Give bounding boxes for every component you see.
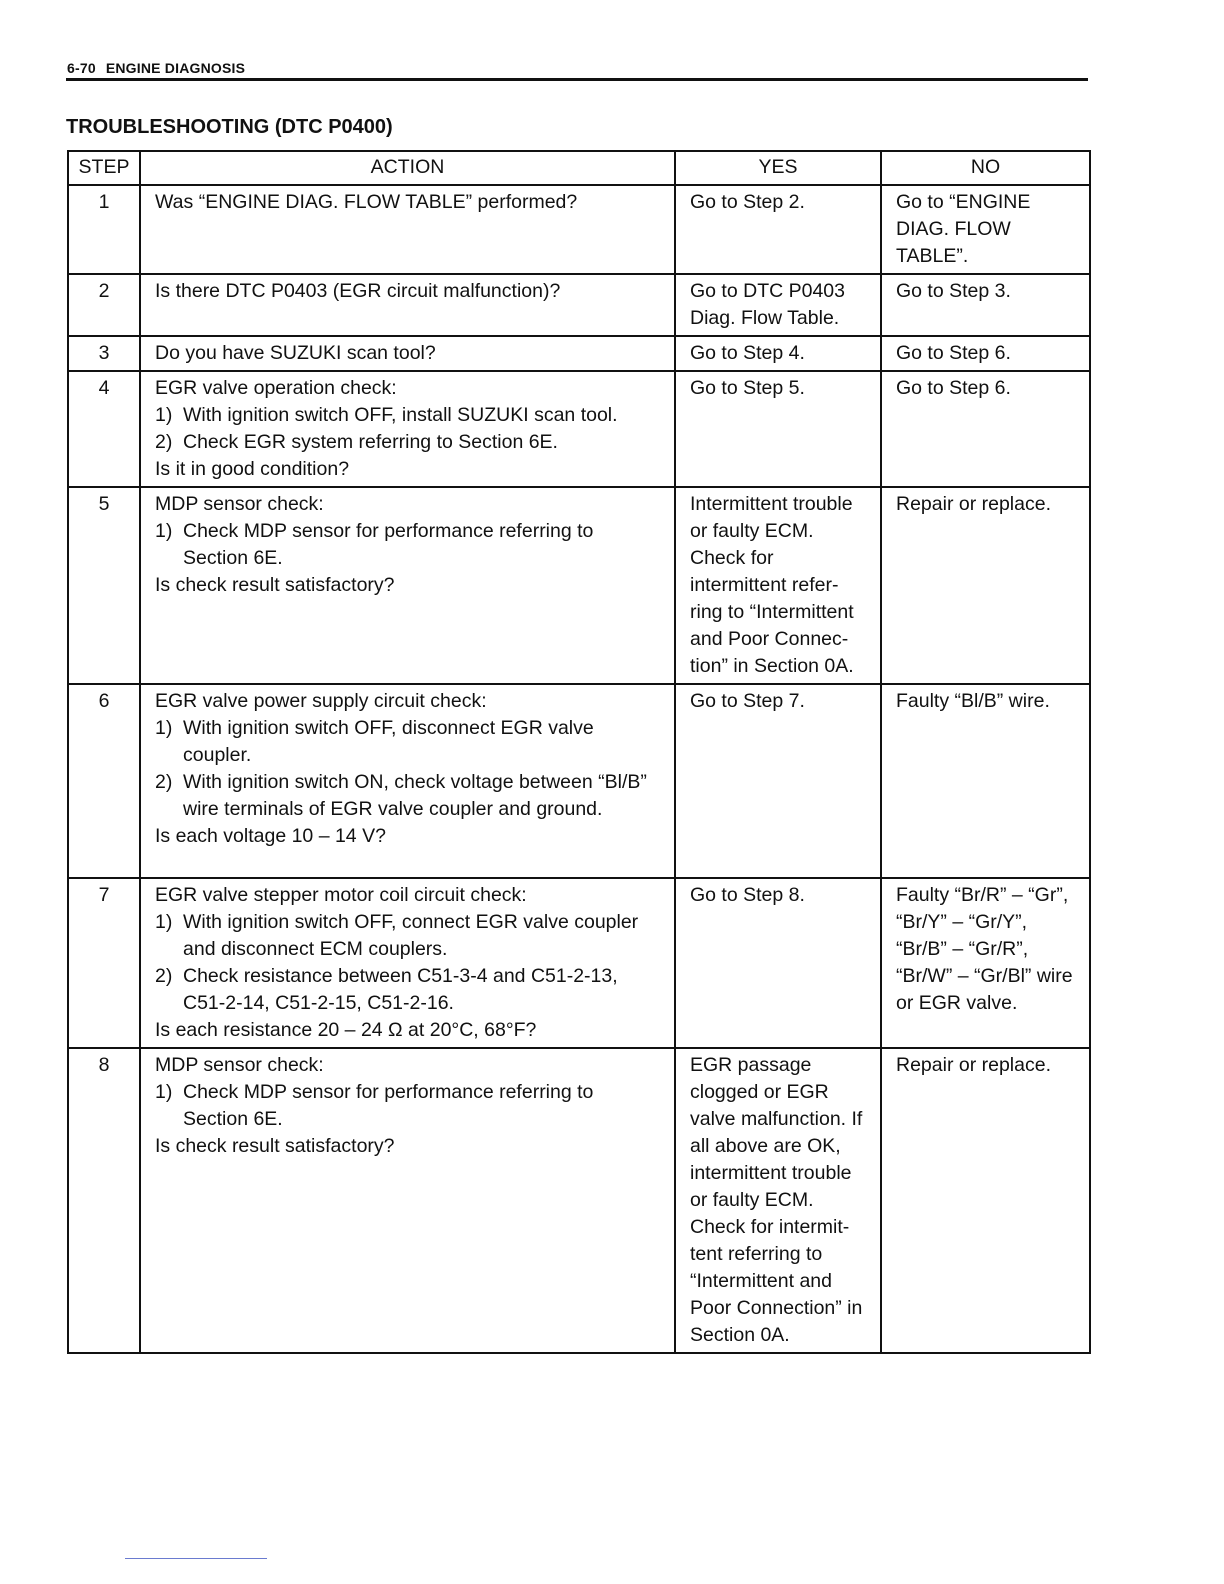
table-row — [68, 1048, 1090, 1353]
substep-label: 1) — [155, 520, 173, 542]
action-intro: Is there DTC P0403 (EGR circuit malfunction)? — [155, 280, 561, 302]
column-header-step: STEP — [68, 151, 140, 185]
action-substep — [155, 769, 662, 823]
yes-cell: Intermittent trouble or faulty ECM. Check for intermittent refer-ring to “Intermittent and Poor Connec-tion” in Section 0A. — [675, 487, 881, 684]
yes-cell: Go to Step 2. — [675, 185, 881, 274]
action-intro: EGR valve stepper motor coil circuit check: — [155, 884, 527, 906]
table-header-row — [68, 151, 1090, 185]
header-rule — [66, 78, 1088, 81]
action-intro: MDP sensor check: — [155, 1054, 324, 1076]
step-number: 7 — [68, 878, 140, 1048]
action-intro: EGR valve operation check: — [155, 377, 397, 399]
substep-text: With ignition switch OFF, install SUZUKI scan tool. — [183, 404, 618, 426]
yes-cell: Go to Step 4. — [675, 336, 881, 371]
substep-text: Check MDP sensor for performance referring to Section 6E. — [183, 1081, 594, 1130]
table-row — [68, 274, 1090, 336]
step-number: 5 — [68, 487, 140, 684]
no-cell: Go to Step 6. — [881, 336, 1090, 371]
action-cell — [140, 1048, 675, 1353]
action-question: Is check result satisfactory? — [155, 1135, 395, 1157]
section-name: ENGINE DIAGNOSIS — [105, 60, 246, 76]
column-header-yes: YES — [675, 151, 881, 185]
substep-label: 2) — [155, 965, 173, 987]
table-row — [68, 684, 1090, 878]
substep-text: With ignition switch ON, check voltage between “Bl/B” wire terminals of EGR valve coupler and ground. — [183, 771, 647, 820]
substep-text: With ignition switch OFF, disconnect EGR valve coupler. — [183, 717, 594, 766]
no-cell: Go to “ENGINE DIAG. FLOW TABLE”. — [881, 185, 1090, 274]
page-number: 6-70 — [67, 60, 96, 76]
action-intro: EGR valve power supply circuit check: — [155, 690, 487, 712]
troubleshooting-table — [67, 150, 1091, 1354]
table-row — [68, 487, 1090, 684]
step-number: 1 — [68, 185, 140, 274]
substep-text: Check MDP sensor for performance referring to Section 6E. — [183, 520, 594, 569]
action-question: Is each voltage 10 – 14 V? — [155, 825, 386, 847]
substep-label: 1) — [155, 717, 173, 739]
no-cell: Go to Step 3. — [881, 274, 1090, 336]
action-question: Is each resistance 20 – 24 Ω at 20°C, 68°F? — [155, 1019, 537, 1041]
yes-cell: Go to Step 8. — [675, 878, 881, 1048]
action-substep — [155, 909, 662, 963]
step-number: 4 — [68, 371, 140, 487]
step-number: 6 — [68, 684, 140, 878]
no-cell: Repair or replace. — [881, 1048, 1090, 1353]
substep-label: 1) — [155, 1081, 173, 1103]
page-title: TROUBLESHOOTING (DTC P0400) — [66, 116, 393, 138]
footer-line — [125, 1558, 267, 1559]
no-cell: Faulty “Br/R” – “Gr”, “Br/Y” – “Gr/Y”, “Br/B” – “Gr/R”, “Br/W” – “Gr/Bl” wire or EGR valve. — [881, 878, 1090, 1048]
action-substep — [155, 715, 662, 769]
yes-cell: Go to Step 7. — [675, 684, 881, 878]
substep-text: Check resistance between C51-3-4 and C51-2-13, C51-2-14, C51-2-15, C51-2-16. — [183, 965, 618, 1014]
action-cell — [140, 336, 675, 371]
column-header-no: NO — [881, 151, 1090, 185]
action-intro: Do you have SUZUKI scan tool? — [155, 342, 436, 364]
action-substep — [155, 1079, 662, 1133]
step-number: 8 — [68, 1048, 140, 1353]
substep-label: 2) — [155, 771, 173, 793]
no-cell: Repair or replace. — [881, 487, 1090, 684]
action-cell — [140, 371, 675, 487]
substep-label: 1) — [155, 404, 173, 426]
column-header-action: ACTION — [140, 151, 675, 185]
action-cell — [140, 684, 675, 878]
action-intro: MDP sensor check: — [155, 493, 324, 515]
yes-cell: Go to Step 5. — [675, 371, 881, 487]
action-cell — [140, 878, 675, 1048]
action-question: Is it in good condition? — [155, 458, 350, 480]
yes-cell: EGR passage clogged or EGR valve malfunction. If all above are OK, intermittent trouble or faulty ECM. Check for intermit-tent referring to “Intermittent and Poor Connection” in Section 0A. — [675, 1048, 881, 1353]
substep-label: 2) — [155, 431, 173, 453]
table-row — [68, 336, 1090, 371]
action-substep — [155, 963, 662, 1017]
no-cell: Faulty “Bl/B” wire. — [881, 684, 1090, 878]
action-cell — [140, 274, 675, 336]
action-intro: Was “ENGINE DIAG. FLOW TABLE” performed? — [155, 191, 578, 213]
action-substep — [155, 429, 662, 456]
substep-label: 1) — [155, 911, 173, 933]
table-row — [68, 185, 1090, 274]
step-number: 2 — [68, 274, 140, 336]
substep-text: Check EGR system referring to Section 6E. — [183, 431, 558, 453]
table-row — [68, 371, 1090, 487]
substep-text: With ignition switch OFF, connect EGR valve coupler and disconnect ECM couplers. — [183, 911, 639, 960]
no-cell: Go to Step 6. — [881, 371, 1090, 487]
action-substep — [155, 402, 662, 429]
action-cell — [140, 487, 675, 684]
step-number: 3 — [68, 336, 140, 371]
table-row — [68, 878, 1090, 1048]
yes-cell: Go to DTC P0403 Diag. Flow Table. — [675, 274, 881, 336]
action-substep — [155, 518, 662, 572]
action-question: Is check result satisfactory? — [155, 574, 395, 596]
action-cell — [140, 185, 675, 274]
running-header — [67, 60, 245, 76]
